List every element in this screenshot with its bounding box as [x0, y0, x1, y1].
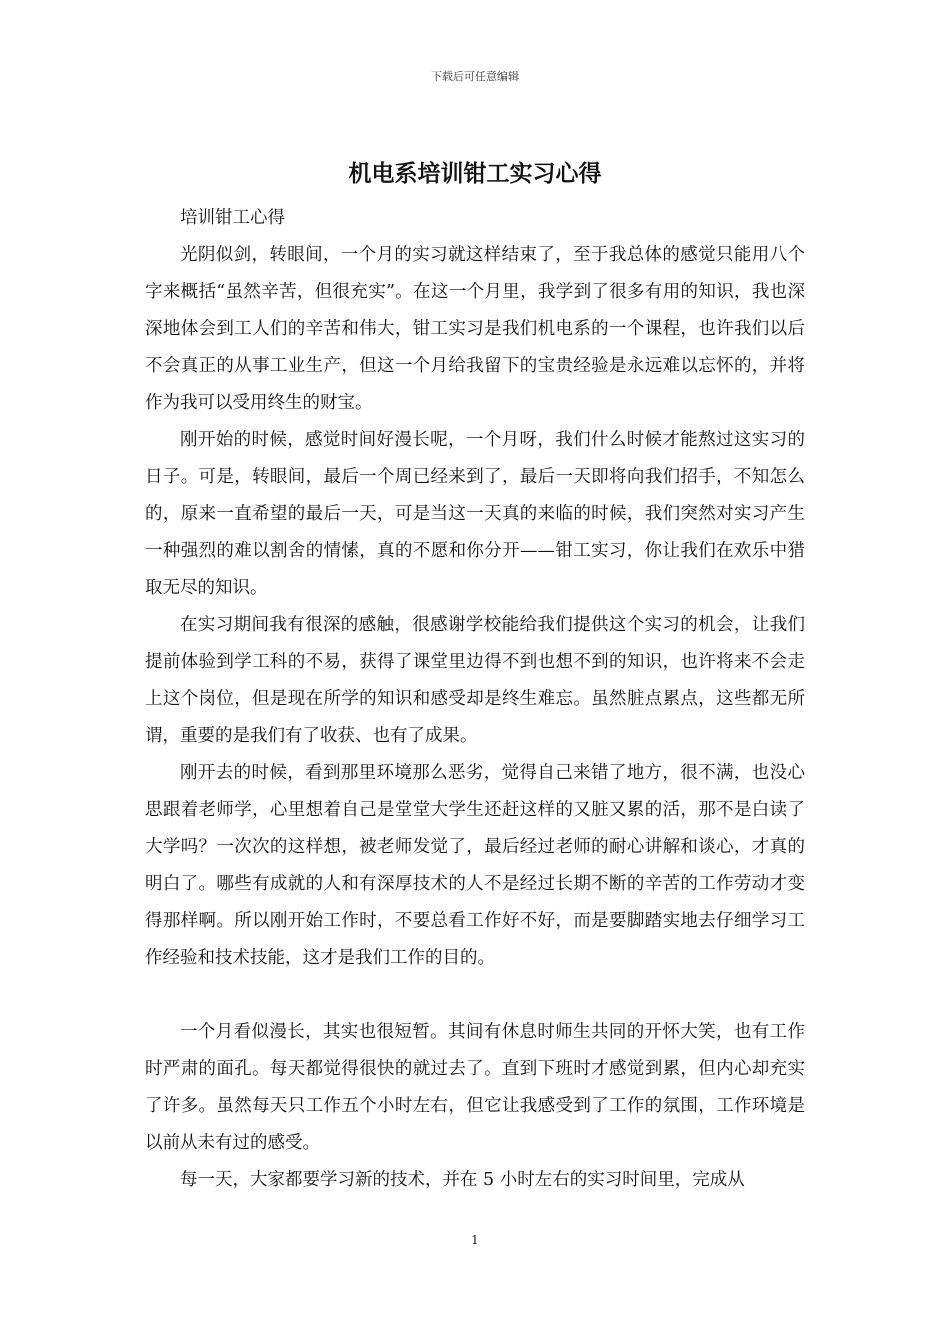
body-paragraph: 每一天，大家都要学习新的技术，并在 5 小时左右的实习时间里，完成从: [180, 1170, 745, 1190]
page-number: 1: [471, 1233, 479, 1247]
body-paragraph: 在实习期间我有很深的感触，很感谢学校能给我们提供这个实习的机会，让我们提前体验到学工科的不易，获得了课堂里边得不到也想不到的知识，也许将来不会走上这个岗位，但是现在所学的知识和感受却是终生难忘。虽然脏点累点，这些都无所谓，重要的是我们有了收获、也有了成果。: [145, 615, 805, 746]
body-paragraph: 刚开去的时候，看到那里环境那么恶劣，觉得自己来错了地方，很不满，也没心思跟着老师学，心里想着自己是堂堂大学生还赶这样的又脏又累的活，那不是白读了大学吗？一次次的这样想，被老师发觉了，最后经过老师的耐心讲解和谈心，才真的明白了。哪些有成就的人和有深厚技术的人不是经过长期不断的辛苦的工作劳动才变得那样啊。所以刚开始工作时，不要总看工作好不好，而是要脚踏实地去仔细学习工作经验和技术技能，这才是我们工作的目的。: [145, 763, 805, 968]
header-note: 下载后可任意编辑: [431, 70, 519, 83]
subtitle-paragraph: 培训钳工心得: [180, 208, 285, 228]
document-body: [145, 200, 805, 1199]
body-paragraph: 一个月看似漫长，其实也很短暂。其间有休息时师生共同的开怀大笑，也有工作时严肃的面孔。每天都觉得很快的就过去了。直到下班时才感觉到累，但内心却充实了许多。虽然每天只工作五个小时左右，但它让我感受到了工作的氛围，工作环境是以前从未有过的感受。: [145, 1022, 805, 1153]
document-title: 机电系培训钳工实习心得: [348, 161, 602, 187]
body-paragraph: 刚开始的时候，感觉时间好漫长呢，一个月呀，我们什么时候才能熬过这实习的日子。可是，转眼间，最后一个周已经来到了，最后一天即将向我们招手，不知怎么的，原来一直希望的最后一天，可是当这一天真的来临的时候，我们突然对实习产生一种强烈的难以割舍的情愫，真的不愿和你分开——钳工实习，你让我们在欢乐中猎取无尽的知识。: [145, 430, 805, 598]
body-paragraph: 光阴似剑，转眼间，一个月的实习就这样结束了，至于我总体的感觉只能用八个字来概括“虽然辛苦，但很充实”。在这一个月里，我学到了很多有用的知识，我也深深地体会到工人们的辛苦和伟大，钳工实习是我们机电系的一个课程，也许我们以后不会真正的从事工业生产，但这一个月给我留下的宝贵经验是永远难以忘怀的，并将作为我可以受用终生的财宝。: [145, 245, 805, 413]
